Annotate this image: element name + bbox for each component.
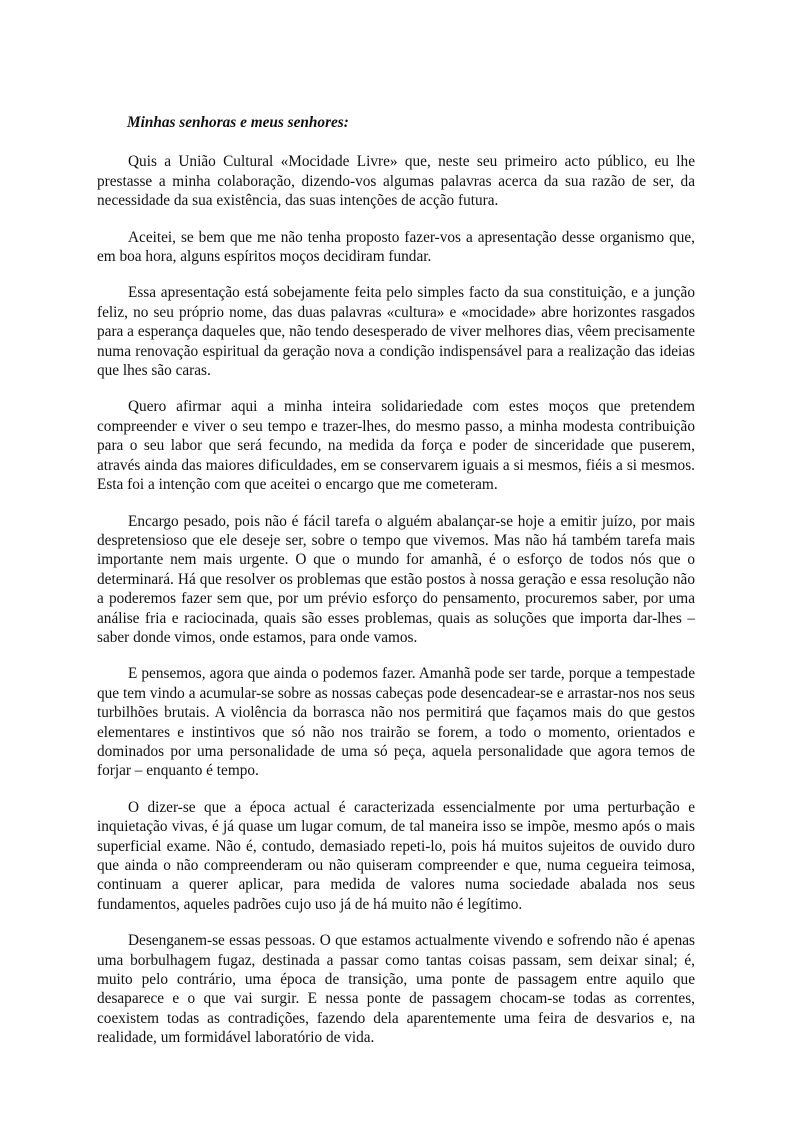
paragraph: Aceitei, se bem que me não tenha proposto fazer-vos a apresentação desse organismo que, em boa hora, alguns espíritos moços decidiram fundar. [97, 228, 695, 266]
paragraph: Quis a União Cultural «Mocidade Livre» que, neste seu primeiro acto público, eu lhe prestasse a minha colaboração, dizendo-vos algumas palavras acerca da sua razão de ser, da necessidade da sua existência, das suas intenções de acção futura. [97, 153, 695, 210]
document-body [97, 113, 695, 1048]
paragraph: E pensemos, agora que ainda o podemos fazer. Amanhã pode ser tarde, porque a tempestade que tem vindo a acumular-se sobre as nossas cabeças pode desencadear-se e arrastar-nos nos seus turbilhões brutais. A violência da borrasca não nos permitirá que façamos mais do que gestos elementares e instintivos que só não nos trairão se forem, a todo o momento, orientados e dominados por uma personalidade de uma só peça, aquela personalidade que agora temos de forjar – enquanto é tempo. [97, 665, 695, 780]
paragraph: Encargo pesado, pois não é fácil tarefa o alguém abalançar-se hoje a emitir juízo, por mais despretensioso que ele deseje ser, sobre o tempo que vivemos. Mas não há também tarefa mais importante nem mais urgente. O que o mundo for amanhã, é o esforço de todos nós que o determinará. Há que resolver os problemas que estão postos à nossa geração e essa resolução não a poderemos fazer sem que, por um prévio esforço do pensamento, procuremos saber, por uma análise fria e raciocinada, quais são esses problemas, quais as soluções que importa dar-lhes – saber donde vimos, onde estamos, para onde vamos. [97, 512, 695, 646]
paragraph: Desenganem-se essas pessoas. O que estamos actualmente vivendo e sofrendo não é apenas uma borbulhagem fugaz, destinada a passar como tantas coisas passam, sem deixar sinal; é, muito pelo contrário, uma época de transição, uma ponte de passagem entre aquilo que desaparece e o que vai surgir. E nessa ponte de passagem chocam-se todas as correntes, coexistem todas as contradições, fazendo dela aparentemente uma feira de desvarios e, na realidade, um formidável laboratório de vida. [97, 932, 695, 1047]
paragraph: Essa apresentação está sobejamente feita pelo simples facto da sua constituição, e a junção feliz, no seu próprio nome, das duas palavras «cultura» e «mocidade» abre horizontes rasgados para a esperança daqueles que, não tendo desesperado de viver melhores dias, vêem precisamente numa renovação espiritual da geração nova a condição indispensável para a realização das ideias que lhes são caras. [97, 284, 695, 380]
paragraph: Quero afirmar aqui a minha inteira solidariedade com estes moços que pretendem compreender e viver o seu tempo e trazer-lhes, do mesmo passo, a minha modesta contribuição para o seu labor que será fecundo, na medida da força e poder de sinceridade que puserem, através ainda das maiores dificuldades, em se conservarem iguais a si mesmos, fiéis a si mesmos. Esta foi a intenção com que aceitei o encargo que me cometeram. [97, 398, 695, 494]
salutation: Minhas senhoras e meus senhores: [127, 114, 349, 131]
paragraph: O dizer-se que a época actual é caracterizada essencialmente por uma perturbação e inquietação vivas, é já quase um lugar comum, de tal maneira isso se impõe, mesmo após o mais superficial exame. Não é, contudo, demasiado repeti-lo, pois há muitos sujeitos de ouvido duro que ainda o não compreenderam ou não quiseram compreender e que, numa cegueira teimosa, continuam a querer aplicar, para medida de valores numa sociedade abalada nos seus fundamentos, aqueles padrões cujo uso já de há muito não é legítimo. [97, 798, 695, 913]
